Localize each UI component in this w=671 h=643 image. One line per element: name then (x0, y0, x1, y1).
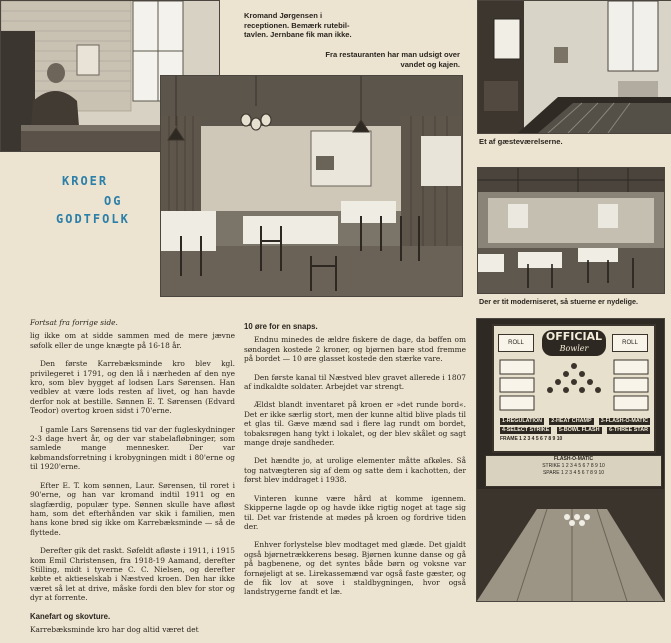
title-word: OG (104, 194, 123, 208)
paragraph: Det hændte jo, at urolige elementer måtte afkøles. Så tog natvægteren sig af dem og satte dem i kachotten, der først blev inddraget i 1938. (244, 456, 466, 485)
paragraph: Den første Karrebæksminde kro blev kgl. privilegeret i 1791, og den lå i nærheden af den nye kro, som blev bygget af lodsen Lars Sørensen. Han vedblev at være lods resten af livet, og han havde derfor nok at bestille. Sønnen E. T. Sørensen (Edvard Teodor) overtog kroen sidst i 70'erne. (30, 359, 235, 416)
paragraph: Den første kanal til Næstved blev gravet allerede i 1807 af indkaldte soldater. Arbejdet var strengt. (244, 372, 466, 392)
paragraph: Endnu minedes de ældre fiskere de dage, da bøffen om søndagen kostede 2 kroner, og bjørnen bare stod fremme på bordet — 10 øre glasset kostede den stærke vare. (244, 335, 466, 364)
guestroom-photo-illustration (478, 1, 671, 133)
pinball-counter-left: ROLL (498, 334, 534, 352)
pinball-option: 5-BOWL FLASH (558, 427, 600, 433)
pinball-option: 1-REGULATION (502, 418, 543, 424)
paragraph: lig ikke om at sidde sammen med de mere jævne søfolk eller de unge knægte på 16-18 år. (30, 331, 235, 350)
pinball-option: 4-SELECT STRIKE (502, 427, 550, 433)
caption-line: vandet og kajen. (400, 59, 460, 69)
title-word: GODTFOLK (56, 212, 130, 226)
modern-room-caption: Der er tit moderniseret, så stuerne er nydelige. (479, 297, 638, 306)
paragraph: Ældst blandt inventaret på kroen er »det runde bord«. Det er ikke særlig stort, men der kunne altid blive plads til et glas til. Gæve mænd sad i flere lag rundt om bordet, tobaksrøgen hang tykt i lokalet, og der blev skålet og sagt mange drøje sandheder. (244, 400, 466, 448)
paragraph: Derefter gik det raskt. Søfeldt afløste i 1911, i 1915 kom Emil Christensen, fra 1918-19 Aamand, derefter Stilling, midt i tyverne C. C. Nielsen, og derefter købte et aktieselskab i Næstved kroen. Den har ikke været så let at drive, måske fordi den blev for stor og dyr at forrente. (30, 546, 235, 603)
caption-line: Fra restauranten har man udsigt over (325, 50, 460, 59)
restaurant-photo (160, 75, 463, 297)
guestroom-caption: Et af gæsteværelserne. (479, 137, 563, 146)
caption-line: Kromand Jørgensen i (244, 11, 323, 20)
pinball-frame-label: FRAME (500, 436, 518, 442)
pinball-brand (542, 330, 606, 356)
section-heading: Kanefart og skovture. (30, 611, 111, 621)
modern-room-photo-illustration (478, 168, 664, 293)
paragraph: Karrebæksminde kro har dog altid været det (30, 624, 199, 634)
pinball-lane (477, 489, 664, 601)
modern-room-photo (477, 167, 665, 294)
pinball-sub-text: Bowler (559, 344, 589, 353)
pinball-brand-text: OFFICIAL (545, 330, 603, 343)
continued-note: Fortsat fra forrige side. (30, 318, 118, 327)
pinball-option: 2-HEAT CHAMP (551, 418, 592, 424)
paragraph: I gamle Lars Sørensens tid var der fugleskydninger 2-3 dage hvert år, og der var stabelafløbninger, som samlede mange mennesker. Der var købmandsforretning i krobygningen midt i 80'erne og til 1920'erne. (30, 424, 235, 472)
pinball-pins-diagram (498, 356, 650, 416)
section-heading: 10 øre for en snaps. (244, 322, 318, 331)
pinball-scoreboard (485, 455, 662, 487)
pinball-scoreboard-row: STRIKE 1 2 3 4 5 6 7 8 9 10 (542, 463, 605, 469)
pinball-frame-numbers: 1 2 3 4 5 6 7 8 9 10 (519, 436, 563, 442)
caption-line: tavlen. Jernbane fik man ikke. (244, 30, 352, 40)
caption-line: receptionen. Bemærk rutebil- (244, 20, 350, 30)
text-column-2 (244, 320, 466, 606)
pinball-scoreboard-row: SPARE 1 2 3 4 5 6 7 8 9 10 (542, 470, 605, 476)
pinball-option: 3-FLASH-O-MATIC (600, 418, 648, 424)
text-column-1 (30, 318, 235, 643)
pinball-backglass (492, 324, 656, 453)
paragraph: Efter E. T. kom sønnen, Laur. Sørensen, til roret i 90'erne, og han var kromand indtil 1911 og en slagfærdig, populær type. Sønnen skulle have afløst ham, som det efterhånden var skik i familien, men hans kone brød sig ikke om Karrebæksminde — så de flyttede. (30, 480, 235, 537)
pinball-option: 6-THREE STAR (609, 427, 648, 433)
pinball-scoreboard-title: FLASH-O-MATIC (553, 456, 594, 462)
restaurant-caption (300, 50, 460, 69)
paragraph: Enhver forlystelse blev modtaget med glæde. Det gjaldt også bjørnetrækkerens besøg. Bjørnen kunne danse og gå på bagbenene, og det syntes både børn og voksne var fornøjeligt at se. Lirekassemænd var også faste gæster, og de fik lov at sove i staldbygningen, hvor også landstrygerne fandt et læ. (244, 540, 466, 597)
pinball-options (500, 418, 650, 443)
pinball-counter-right: ROLL (612, 334, 648, 352)
reception-caption (244, 11, 454, 40)
paragraph: Vinteren kunne være hård at komme igennem. Skipperne lagde op og havde ikke rigtig noget at tage sig til. Det var fristende at mødes på kroen og fordrive tiden der. (244, 493, 466, 531)
title-word: KROER (62, 174, 109, 188)
restaurant-photo-illustration (161, 76, 462, 296)
guestroom-photo (477, 0, 671, 134)
pinball-photo (476, 318, 665, 602)
